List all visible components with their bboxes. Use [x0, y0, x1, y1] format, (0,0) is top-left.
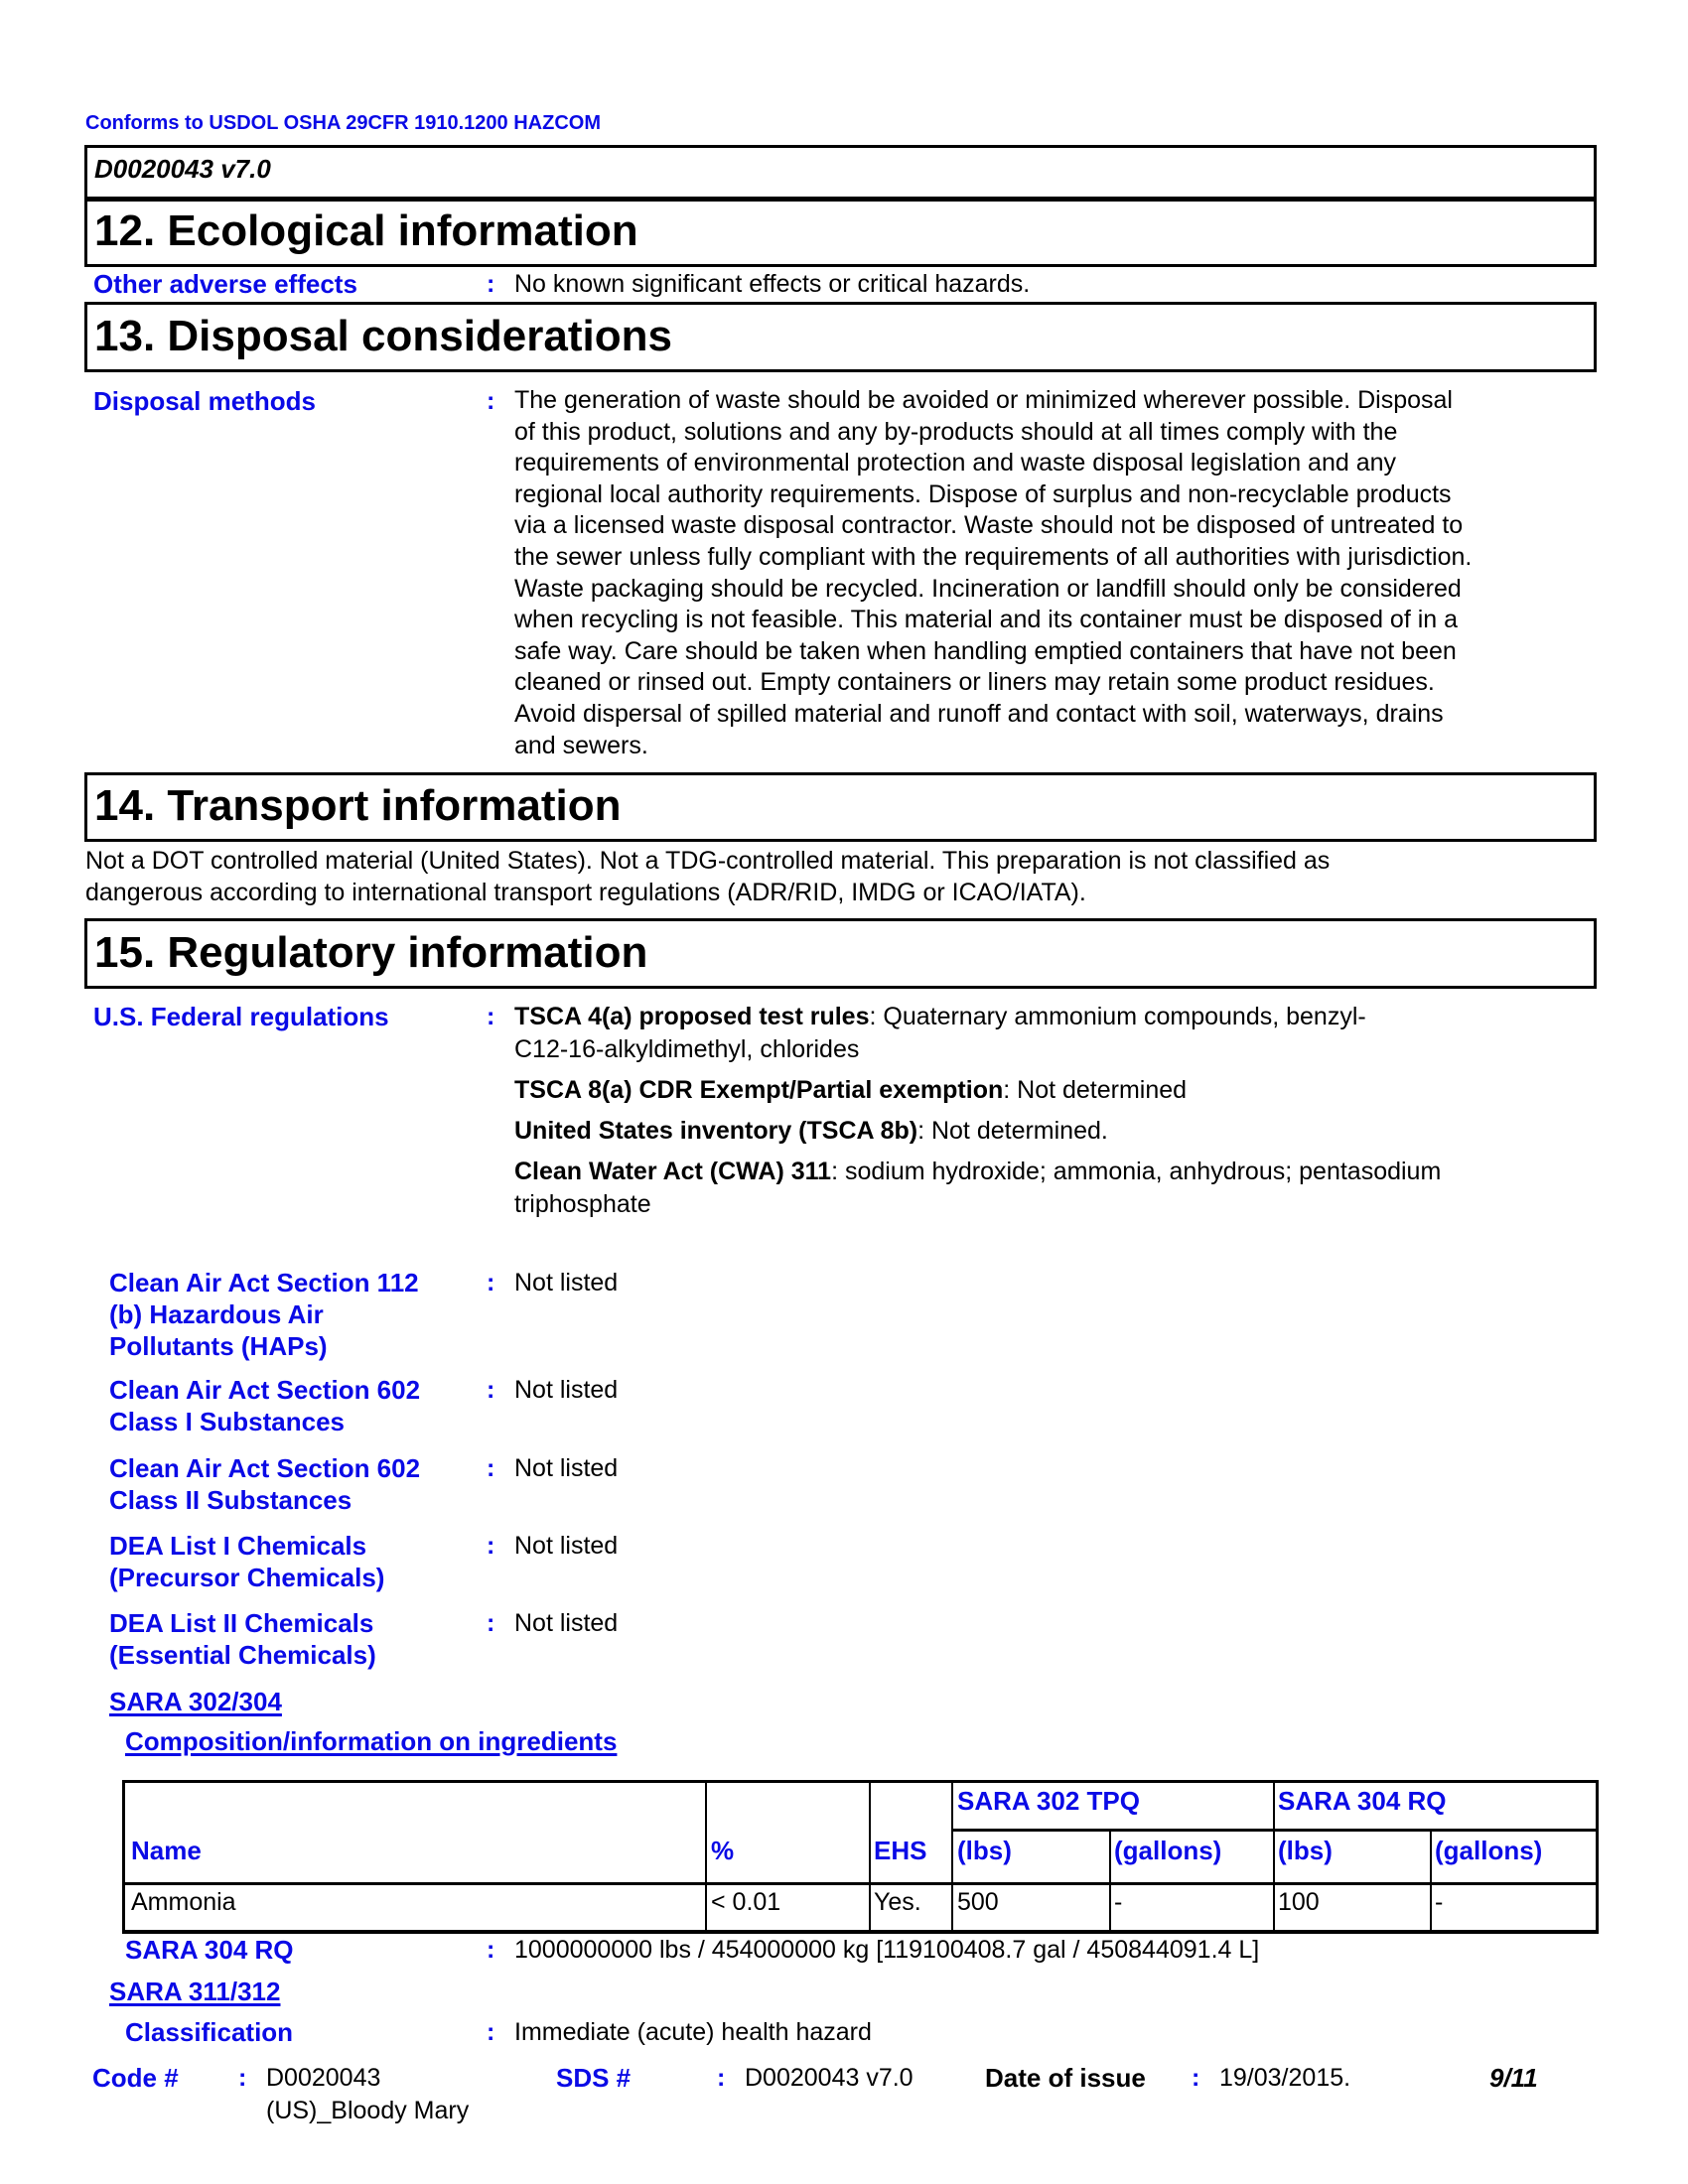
caa-602-class-ii-value: Not listed: [514, 1454, 619, 1482]
dea-list-ii-label: [109, 1607, 376, 1671]
composition-subheading: Composition/information on ingredients: [125, 1726, 618, 1756]
label-line: (b) Hazardous Air: [109, 1299, 324, 1329]
label-line: Clean Air Act Section 602: [109, 1375, 421, 1405]
conformance-statement: Conforms to USDOL OSHA 29CFR 1910.1200 HAZCOM: [85, 112, 601, 134]
text-line: regional local authority requirements. Dispose of surplus and non-recyclable products: [514, 479, 1452, 508]
text-line: when recycling is not feasible. This material and its container must be disposed of in a: [514, 606, 1459, 634]
label-line: (Essential Chemicals): [109, 1640, 376, 1670]
col-divider: [1430, 1829, 1432, 1934]
label-line: Clean Air Act Section 602: [109, 1453, 421, 1483]
cell-ehs: Yes.: [874, 1888, 921, 1916]
colon: :: [487, 387, 495, 415]
code-label: Code #: [92, 2063, 179, 2093]
label-line: (Precursor Chemicals): [109, 1563, 385, 1592]
colon: :: [487, 270, 495, 298]
tsca-4a-value: : Quaternary ammonium compounds, benzyl-: [869, 1003, 1366, 1030]
cwa-311-key: Clean Water Act (CWA) 311: [514, 1158, 832, 1185]
cell-rq-lbs: 100: [1278, 1888, 1320, 1916]
col-header-name: Name: [131, 1836, 202, 1865]
cell-tpq-gallons: -: [1114, 1888, 1123, 1916]
col-header-percent: %: [711, 1836, 735, 1865]
us-federal-regulations-label: U.S. Federal regulations: [93, 1002, 389, 1031]
sds-value: D0020043 v7.0: [745, 2064, 914, 2092]
col-group-sara-302-tpq: SARA 302 TPQ: [957, 1786, 1140, 1816]
section-13-title: 13. Disposal considerations: [94, 312, 672, 360]
cell-rq-gallons: -: [1435, 1888, 1444, 1916]
tsca-4a-continued: C12-16-alkyldimethyl, chlorides: [514, 1035, 860, 1063]
text-line: of this product, solutions and any by-products should at all times comply with the: [514, 417, 1398, 446]
label-line: Clean Air Act Section 112: [109, 1268, 419, 1297]
doc-version: D0020043 v7.0: [94, 154, 271, 184]
label-line: DEA List I Chemicals: [109, 1531, 367, 1561]
colon: :: [487, 1936, 495, 1964]
tsca-8b-item: [514, 1115, 1108, 1147]
section-12-title: 12. Ecological information: [94, 206, 638, 255]
classification-value: Immediate (acute) health hazard: [514, 2018, 872, 2046]
other-adverse-effects-label: Other adverse effects: [93, 269, 357, 299]
sara-311-312-heading: SARA 311/312: [109, 1977, 281, 2006]
table-subheader-line: [952, 1829, 1599, 1832]
cwa-311-value: : sodium hydroxide; ammonia, anhydrous; pentasodium: [831, 1158, 1442, 1185]
col-divider: [705, 1780, 707, 1934]
col-header-tpq-lbs: (lbs): [957, 1836, 1012, 1865]
text-line: safe way. Care should be taken when handling emptied containers that have not been: [514, 636, 1457, 665]
text-line: Avoid dispersal of spilled material and runoff and contact with soil, waterways, drains: [514, 699, 1444, 728]
disposal-methods-text: [514, 385, 1472, 761]
col-header-tpq-gallons: (gallons): [1114, 1836, 1222, 1865]
col-divider: [1273, 1780, 1275, 1934]
text-line: cleaned or rinsed out. Empty containers or liners may retain some product residues.: [514, 668, 1435, 697]
colon: :: [1192, 2064, 1200, 2092]
tsca-8a-item: [514, 1074, 1187, 1106]
tsca-4a-item: [514, 1001, 1366, 1032]
sara-302-304-heading: SARA 302/304: [109, 1687, 282, 1716]
code-value-product: (US)_Bloody Mary: [266, 2097, 470, 2124]
text-line: and sewers.: [514, 731, 648, 759]
col-divider: [1109, 1829, 1111, 1934]
colon: :: [717, 2064, 726, 2092]
tsca-8a-value: : Not determined: [1003, 1076, 1188, 1104]
colon: :: [487, 2018, 495, 2046]
text-line: Waste packaging should be recycled. Incineration or landfill should only be considered: [514, 574, 1462, 603]
cwa-311-continued: triphosphate: [514, 1190, 651, 1218]
sara-304-rq-label: SARA 304 RQ: [125, 1935, 294, 1965]
text-line: requirements of environmental protection and waste disposal legislation and any: [514, 449, 1397, 478]
colon: :: [487, 1532, 495, 1560]
section-15-title: 15. Regulatory information: [94, 928, 648, 977]
sds-label: SDS #: [556, 2063, 632, 2093]
doc-version-box: [84, 145, 1597, 200]
text-line: The generation of waste should be avoided or minimized wherever possible. Disposal: [514, 386, 1453, 414]
col-header-rq-gallons: (gallons): [1435, 1836, 1543, 1865]
date-of-issue-value: 19/03/2015.: [1219, 2064, 1351, 2092]
colon: :: [487, 1003, 495, 1030]
cwa-311-item: [514, 1156, 1441, 1187]
col-group-sara-304-rq: SARA 304 RQ: [1278, 1786, 1447, 1816]
col-header-ehs: EHS: [874, 1836, 927, 1865]
tsca-8a-key: TSCA 8(a) CDR Exempt/Partial exemption: [514, 1076, 1004, 1104]
colon: :: [238, 2064, 247, 2092]
caa-602-class-i-value: Not listed: [514, 1376, 619, 1404]
colon: :: [487, 1454, 495, 1482]
table-border-left: [122, 1780, 125, 1934]
sara-304-rq-value: 1000000000 lbs / 454000000 kg [119100408.7 gal / 450844091.4 L]: [514, 1936, 1260, 1964]
cell-name: Ammonia: [131, 1888, 236, 1916]
disposal-methods-label: Disposal methods: [93, 386, 316, 416]
caa-602-class-ii-label: [109, 1452, 420, 1516]
dea-list-i-label: [109, 1530, 384, 1593]
label-line: DEA List II Chemicals: [109, 1608, 374, 1638]
text-line: dangerous according to international transport regulations (ADR/RID, IMDG or ICAO/IATA).: [85, 879, 1086, 906]
classification-label: Classification: [125, 2017, 294, 2047]
cell-percent: < 0.01: [711, 1888, 781, 1916]
colon: :: [487, 1269, 495, 1297]
col-divider: [951, 1780, 953, 1934]
label-line: Pollutants (HAPs): [109, 1331, 328, 1361]
text-line: via a licensed waste disposal contractor. Waste should not be disposed of untreated to: [514, 511, 1464, 540]
dea-list-i-value: Not listed: [514, 1532, 619, 1560]
tsca-8b-key: United States inventory (TSCA 8b): [514, 1117, 918, 1145]
other-adverse-effects-value: No known significant effects or critical hazards.: [514, 270, 1031, 298]
text-line: the sewer unless fully compliant with the requirements of all authorities with jurisdiction.: [514, 542, 1473, 571]
page-number: 9/11: [1489, 2063, 1538, 2093]
label-line: Class I Substances: [109, 1407, 345, 1436]
text-line: Not a DOT controlled material (United States). Not a TDG-controlled material. This preparation is not classified as: [85, 847, 1331, 875]
caa-112-value: Not listed: [514, 1269, 619, 1297]
tsca-4a-key: TSCA 4(a) proposed test rules: [514, 1003, 870, 1030]
col-divider: [869, 1780, 871, 1934]
code-value: D0020043: [266, 2064, 381, 2092]
transport-text: [85, 845, 1330, 908]
tsca-8b-value: : Not determined.: [917, 1117, 1108, 1145]
caa-112-label: [109, 1267, 419, 1362]
colon: :: [487, 1609, 495, 1637]
cell-tpq-lbs: 500: [957, 1888, 999, 1916]
date-of-issue-label: Date of issue: [985, 2063, 1146, 2093]
caa-602-class-i-label: [109, 1374, 420, 1437]
table-border-top: [122, 1780, 1599, 1783]
col-header-rq-lbs: (lbs): [1278, 1836, 1333, 1865]
colon: :: [487, 1376, 495, 1404]
table-header-bottom: [122, 1882, 1599, 1885]
label-line: Class II Substances: [109, 1485, 352, 1515]
table-border-right: [1596, 1780, 1599, 1934]
dea-list-ii-value: Not listed: [514, 1609, 619, 1637]
section-14-title: 14. Transport information: [94, 781, 622, 830]
